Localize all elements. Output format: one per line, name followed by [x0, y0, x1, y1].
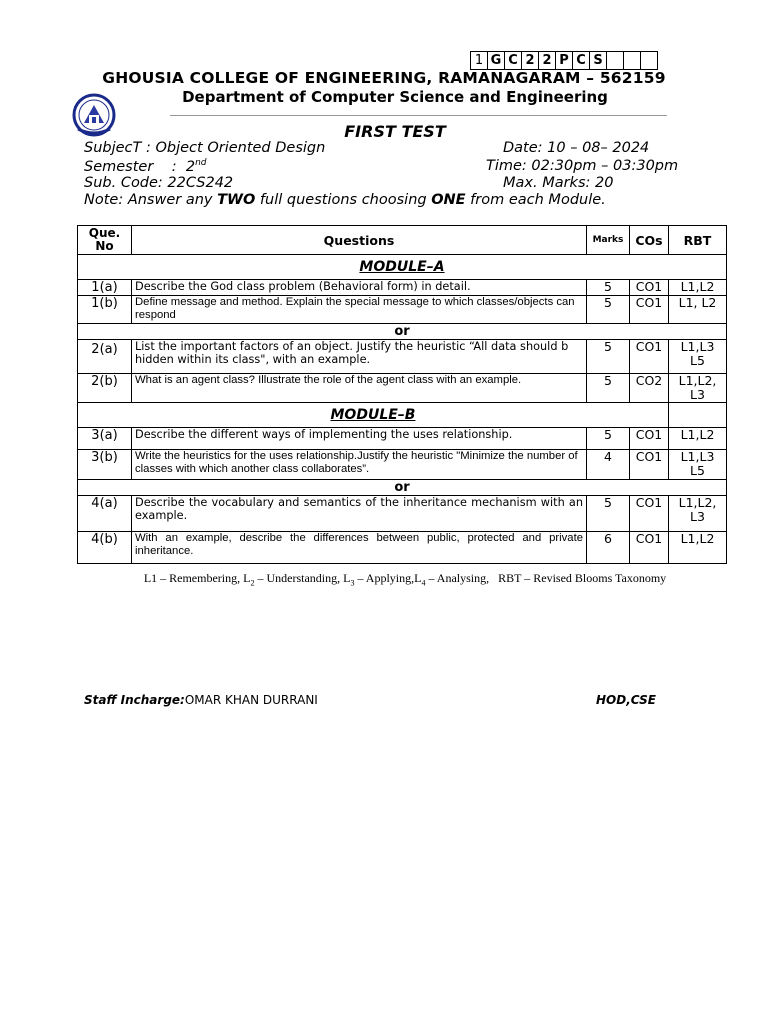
- college-name: GHOUSIA COLLEGE OF ENGINEERING, RAMANAGARAM – 562159: [102, 69, 666, 87]
- table-row: [78, 428, 727, 450]
- question-text: With an example, describe the differences between public, protected and private inheritance.: [132, 532, 587, 564]
- question-co: CO1: [630, 532, 669, 564]
- question-text: Describe the God class problem (Behavioral form) in detail.: [132, 280, 587, 296]
- table-row: [78, 280, 727, 296]
- usn-box: [641, 52, 658, 70]
- question-marks: 4: [587, 450, 630, 480]
- question-co: CO1: [630, 340, 669, 374]
- question-text: Describe the vocabulary and semantics of the inheritance mechanism with an example.: [132, 496, 587, 532]
- usn-box: S: [590, 52, 607, 70]
- semester-line: [84, 158, 206, 175]
- usn-box: G: [488, 52, 505, 70]
- table-row: [78, 450, 727, 480]
- question-co: CO1: [630, 450, 669, 480]
- question-marks: 5: [587, 280, 630, 296]
- semester-sup: nd: [195, 158, 207, 168]
- usn-box: C: [573, 52, 590, 70]
- staff-incharge: [84, 693, 318, 707]
- question-number: 2(b): [78, 374, 132, 403]
- usn-box: [624, 52, 641, 70]
- question-marks: 5: [587, 374, 630, 403]
- question-rbt: L1,L2: [669, 532, 727, 564]
- time-line: Time: 02:30pm – 03:30pm: [486, 158, 679, 174]
- question-number: 3(b): [78, 450, 132, 480]
- hod-signature-label: HOD,CSE: [596, 693, 656, 707]
- question-marks: 5: [587, 496, 630, 532]
- question-marks: 5: [587, 340, 630, 374]
- or-separator: or: [78, 324, 727, 340]
- subcode-line: Sub. Code: 22CS242: [84, 175, 234, 191]
- usn-boxes: [470, 51, 658, 70]
- max-marks-line: Max. Marks: 20: [503, 175, 614, 191]
- header-questions: Questions: [132, 226, 587, 255]
- usn-box: [607, 52, 624, 70]
- question-co: CO2: [630, 374, 669, 403]
- question-rbt: L1, L2: [669, 296, 727, 324]
- note-emphasis: TWO: [217, 192, 256, 208]
- table-row: [78, 532, 727, 564]
- question-text: List the important factors of an object. Justify the heuristic “All data should b hidden within its class", with an example.: [132, 340, 587, 374]
- question-marks: 6: [587, 532, 630, 564]
- staff-label: Staff Incharge:: [84, 693, 185, 707]
- table-header-row: [78, 226, 727, 255]
- question-text: Describe the different ways of implementing the uses relationship.: [132, 428, 587, 450]
- usn-box: C: [505, 52, 522, 70]
- date-line: Date: 10 – 08– 2024: [503, 140, 650, 156]
- question-marks: 5: [587, 296, 630, 324]
- question-rbt: L1,L2, L3: [669, 374, 727, 403]
- header-qno: Que. No: [78, 226, 132, 255]
- header-cos: COs: [630, 226, 669, 255]
- module-row: [78, 403, 727, 428]
- note-emphasis: ONE: [431, 192, 466, 208]
- note-part: full questions choosing: [255, 192, 432, 208]
- or-row: [78, 480, 727, 496]
- module-b-heading: MODULE–B: [78, 403, 669, 428]
- question-co: CO1: [630, 296, 669, 324]
- table-row: [78, 374, 727, 403]
- question-number: 2(a): [78, 340, 132, 374]
- header-rbt: RBT: [669, 226, 727, 255]
- usn-box: 2: [522, 52, 539, 70]
- module-row: [78, 255, 727, 280]
- question-rbt: L1,L2, L3: [669, 496, 727, 532]
- staff-name: OMAR KHAN DURRANI: [184, 693, 318, 707]
- question-marks: 5: [587, 428, 630, 450]
- note-line: [84, 192, 606, 208]
- question-rbt: L1,L2: [669, 280, 727, 296]
- empty-cell: [669, 403, 727, 428]
- question-text: Write the heuristics for the uses relationship.Justify the heuristic "Minimize the number of classes with which another class collaborates”.: [132, 450, 587, 480]
- or-separator: or: [78, 480, 727, 496]
- rbt-legend: L1 – Remembering, $L_2$ – Understanding, $L_3$ – $Applying,L_4$ – Analysing, RBT – Revised Blooms Taxonomy: [143, 571, 667, 588]
- module-a-heading: MODULE–A: [78, 255, 727, 280]
- table-row: [78, 340, 727, 374]
- usn-box: 2: [539, 52, 556, 70]
- table-row: [78, 496, 727, 532]
- question-rbt: L1,L3 L5: [669, 340, 727, 374]
- usn-box: 1: [471, 52, 488, 70]
- question-number: 4(b): [78, 532, 132, 564]
- question-rbt: L1,L2: [669, 428, 727, 450]
- semester-text: Semester : 2: [84, 158, 196, 175]
- note-part: Note: Answer any: [84, 192, 218, 208]
- question-number: 1(a): [78, 280, 132, 296]
- question-number: 4(a): [78, 496, 132, 532]
- header-marks: Marks: [587, 226, 630, 255]
- question-co: CO1: [630, 428, 669, 450]
- question-number: 1(b): [78, 296, 132, 324]
- question-number: 3(a): [78, 428, 132, 450]
- question-rbt: L1,L3 L5: [669, 450, 727, 480]
- note-part: from each Module.: [465, 192, 606, 208]
- question-text: Define message and method. Explain the special message to which classes/objects can respond: [132, 296, 587, 324]
- question-text: What is an agent class? Illustrate the role of the agent class with an example.: [132, 374, 587, 403]
- usn-box: P: [556, 52, 573, 70]
- test-title: FIRST TEST: [344, 122, 446, 141]
- header-divider: [170, 115, 667, 116]
- subject-line: SubjecT : Object Oriented Design: [84, 140, 326, 156]
- table-row: [78, 296, 727, 324]
- question-co: CO1: [630, 280, 669, 296]
- question-table: [77, 225, 727, 564]
- question-co: CO1: [630, 496, 669, 532]
- or-row: [78, 324, 727, 340]
- department-name: Department of Computer Science and Engineering: [182, 88, 608, 106]
